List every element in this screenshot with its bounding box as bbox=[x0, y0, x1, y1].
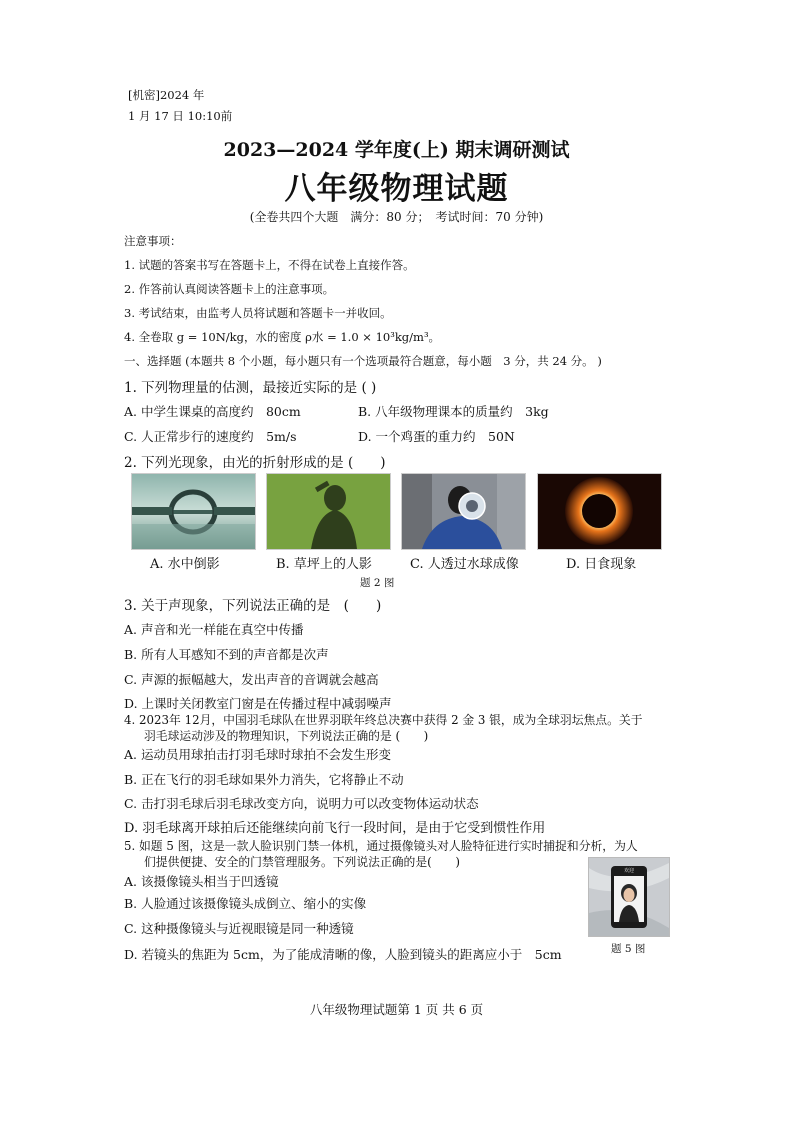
question-4-stem-cont: 羽毛球运动涉及的物理知识，下列说法正确的是 ( ) bbox=[144, 729, 429, 743]
water-ball-image bbox=[401, 473, 526, 550]
paper-title: 八年级物理试题 bbox=[284, 171, 509, 207]
exam-info: (全卷共四个大题 满分：80 分； 考试时间：70 分钟) bbox=[249, 210, 544, 224]
q4-option-c: C. 击打羽毛球后羽毛球改变方向，说明力可以改变物体运动状态 bbox=[124, 796, 479, 811]
face-recognition-device-image bbox=[588, 857, 670, 937]
q5-option-b: B. 人脸通过该摄像镜头成倒立、缩小的实像 bbox=[124, 896, 367, 911]
device-screen-text: 欢迎 bbox=[623, 868, 634, 874]
exam-title: 2023—2024 学年度(上) 期末调研测试 bbox=[223, 139, 570, 161]
q1-option-a: A. 中学生课桌的高度约 80cm bbox=[124, 404, 301, 419]
q2-caption-a: A. 水中倒影 bbox=[150, 557, 220, 572]
exam-time: 1 月 17 日 10:10前 bbox=[128, 109, 233, 123]
q1-option-c: C. 人正常步行的速度约 5m/s bbox=[124, 429, 297, 444]
q2-figure-label: 题 2 图 bbox=[360, 577, 395, 589]
note-item: 2. 作答前认真阅读答题卡上的注意事项。 bbox=[124, 282, 335, 296]
question-1-stem: 1. 下列物理量的估测，最接近实际的是 ( ) bbox=[124, 380, 377, 396]
note-item: 3. 考试结束，由监考人员将试题和答题卡一并收回。 bbox=[124, 306, 392, 320]
notes-title: 注意事项： bbox=[124, 234, 182, 248]
q3-option-b: B. 所有人耳感知不到的声音都是次声 bbox=[124, 647, 329, 662]
q1-option-d: D. 一个鸡蛋的重力约 50N bbox=[358, 429, 515, 444]
q1-option-b: B. 八年级物理课本的质量约 3kg bbox=[358, 404, 549, 419]
grass-shadow-image bbox=[266, 473, 391, 550]
secret-label: [机密]2024 年 bbox=[128, 88, 205, 102]
question-3-stem: 3. 关于声现象，下列说法正确的是 ( ) bbox=[124, 598, 382, 614]
q5-option-a: A. 该摄像镜头相当于凹透镜 bbox=[124, 874, 279, 889]
question-5-stem-cont: 们提供便捷、安全的门禁管理服务。下列说法正确的是( ) bbox=[144, 855, 460, 869]
note-item: 4. 全卷取 g = 10N/kg，水的密度 ρ水 = 1.0 × 10³kg/m³。 bbox=[124, 330, 441, 344]
q3-option-c: C. 声源的振幅越大，发出声音的音调就会越高 bbox=[124, 672, 379, 687]
q4-option-b: B. 正在飞行的羽毛球如果外力消失，它将静止不动 bbox=[124, 772, 404, 787]
q4-option-a: A. 运动员用球拍击打羽毛球时球拍不会发生形变 bbox=[124, 747, 391, 762]
q5-option-d: D. 若镜头的焦距为 5cm，为了能成清晰的像，人脸到镜头的距离应小于 5cm bbox=[124, 947, 562, 962]
q3-option-a: A. 声音和光一样能在真空中传播 bbox=[124, 622, 304, 637]
q5-figure-label: 题 5 图 bbox=[611, 943, 646, 955]
q2-caption-c: C. 人透过水球成像 bbox=[410, 557, 519, 572]
question-2-stem: 2. 下列光现象，由光的折射形成的是 ( ) bbox=[124, 455, 386, 471]
question-5-stem: 5. 如题 5 图，这是一款人脸识别门禁一体机，通过摄像镜头对人脸特征进行实时捕捉和分析，为人 bbox=[124, 839, 638, 853]
eclipse-image bbox=[537, 473, 662, 550]
bridge-reflection-image bbox=[131, 473, 256, 550]
note-item: 1. 试题的答案书写在答题卡上，不得在试卷上直接作答。 bbox=[124, 258, 415, 272]
q2-caption-b: B. 草坪上的人影 bbox=[276, 557, 372, 572]
question-4-stem: 4. 2023年 12月，中国羽毛球队在世界羽联年终总决赛中获得 2 金 3 银，成为全球羽坛焦点。关于 bbox=[124, 713, 643, 727]
section-title: 一、选择题 (本题共 8 个小题，每小题只有一个选项最符合题意，每小题 3 分，共 24 分。 ) bbox=[124, 354, 602, 368]
page-footer: 八年级物理试题第 1 页 共 6 页 bbox=[309, 1002, 484, 1017]
q3-option-d: D. 上课时关闭教室门窗是在传播过程中减弱噪声 bbox=[124, 696, 392, 711]
q2-caption-d: D. 日食现象 bbox=[566, 557, 637, 572]
q4-option-d: D. 羽毛球离开球拍后还能继续向前飞行一段时间，是由于它受到惯性作用 bbox=[124, 821, 546, 836]
q5-option-c: C. 这种摄像镜头与近视眼镜是同一种透镜 bbox=[124, 921, 354, 936]
